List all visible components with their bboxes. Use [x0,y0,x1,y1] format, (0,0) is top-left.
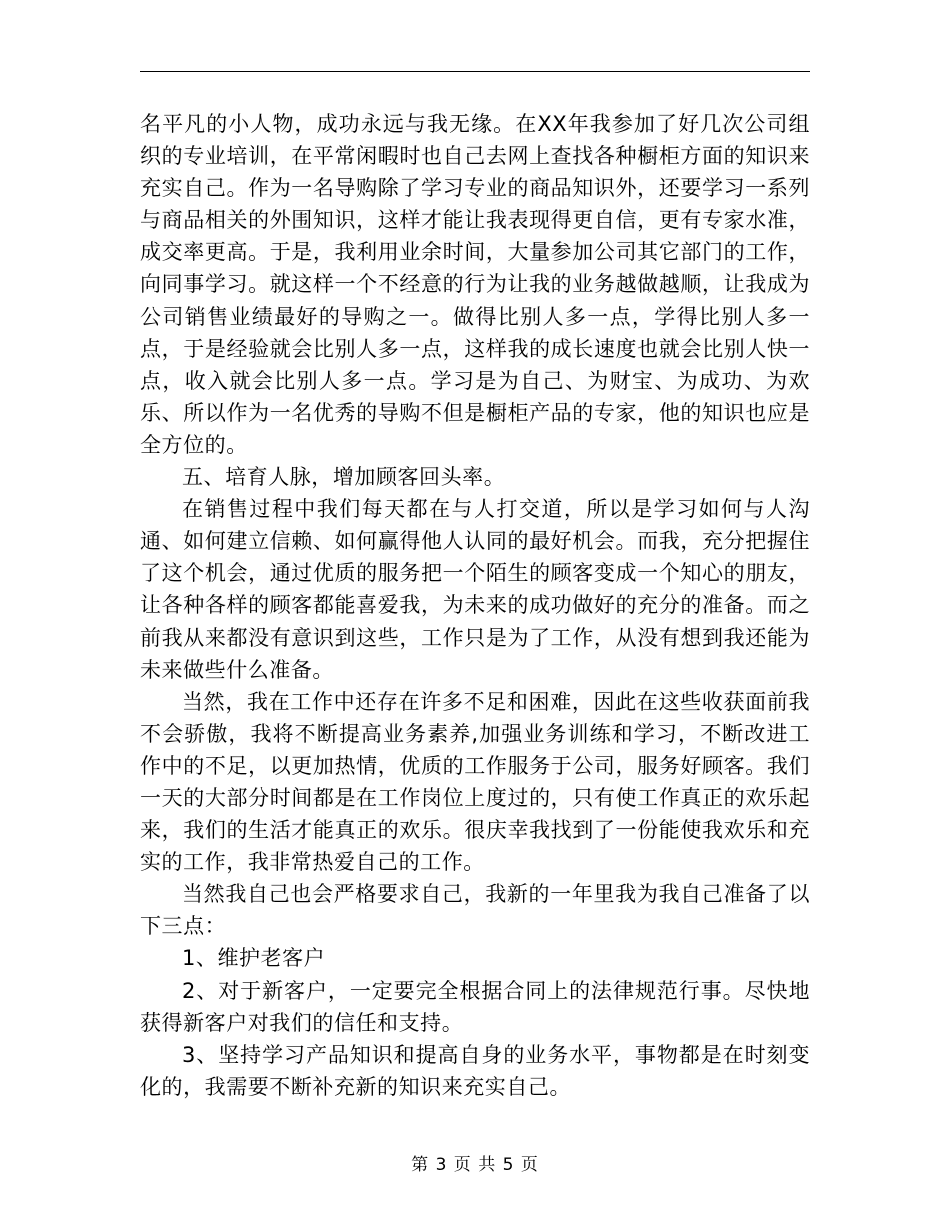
header-rule [140,71,810,72]
list-item: 1、维护老客户 [182,946,326,971]
page-number: 第 3 页 共 5 页 [411,1155,539,1175]
paragraph: 当然，我在工作中还存在许多不足和困难，因此在这些收获面前我不会骄傲，我将不断提高业务素养,加强业务训练和学习，不断改进工作中的不足，以更加热情，优质的工作服务于公司，服务好顾客。我们一天的大部分时间都是在工作岗位上度过的，只有使工作真正的欢乐起来，我们的生活才能真正的欢乐。很庆幸我找到了一份能使我欢乐和充实的工作，我非常热爱自己的工作。 [140,689,810,875]
paragraph: 名平凡的小人物，成功永远与我无缘。在XX年我参加了好几次公司组织的专业培训，在平常闲暇时也自己去网上查找各种橱柜方面的知识来充实自己。作为一名导购除了学习专业的商品知识外，还要学习一系列与商品相关的外围知识，这样才能让我表现得更自信，更有专家水准，成交率更高。于是，我利用业余时间，大量参加公司其它部门的工作，向同事学习。就这样一个不经意的行为让我的业务越做越顺，让我成为公司销售业绩最好的导购之一。做得比别人多一点，学得比别人多一点，于是经验就会比别人多一点，这样我的成长速度也就会比别人快一点，收入就会比别人多一点。学习是为自己、为财宝、为成功、为欢乐、所以作为一名优秀的导购不但是橱柜产品的专家，他的知识也应是全方位的。 [140,112,810,457]
list-item: 3、坚持学习产品知识和提高自身的业务水平，事物都是在时刻变化的，我需要不断补充新的知识来充实自己。 [140,1042,810,1099]
paragraph: 当然我自己也会严格要求自己，我新的一年里我为我自己准备了以下三点： [140,882,810,939]
section-heading: 五、培育人脉，增加顾客回头率。 [182,465,506,490]
list-item: 2、对于新客户，一定要完全根据合同上的法律规范行事。尽快地获得新客户对我们的信任和支持。 [140,978,810,1035]
paragraph: 在销售过程中我们每天都在与人打交道，所以是学习如何与人沟通、如何建立信赖、如何赢得他人认同的最好机会。而我，充分把握住了这个机会，通过优质的服务把一个陌生的顾客变成一个知心的朋友，让各种各样的顾客都能喜爱我，为未来的成功做好的充分的准备。而之前我从来都没有意识到这些，工作只是为了工作，从没有想到我还能为未来做些什么准备。 [140,497,810,682]
document-body [140,108,810,1103]
